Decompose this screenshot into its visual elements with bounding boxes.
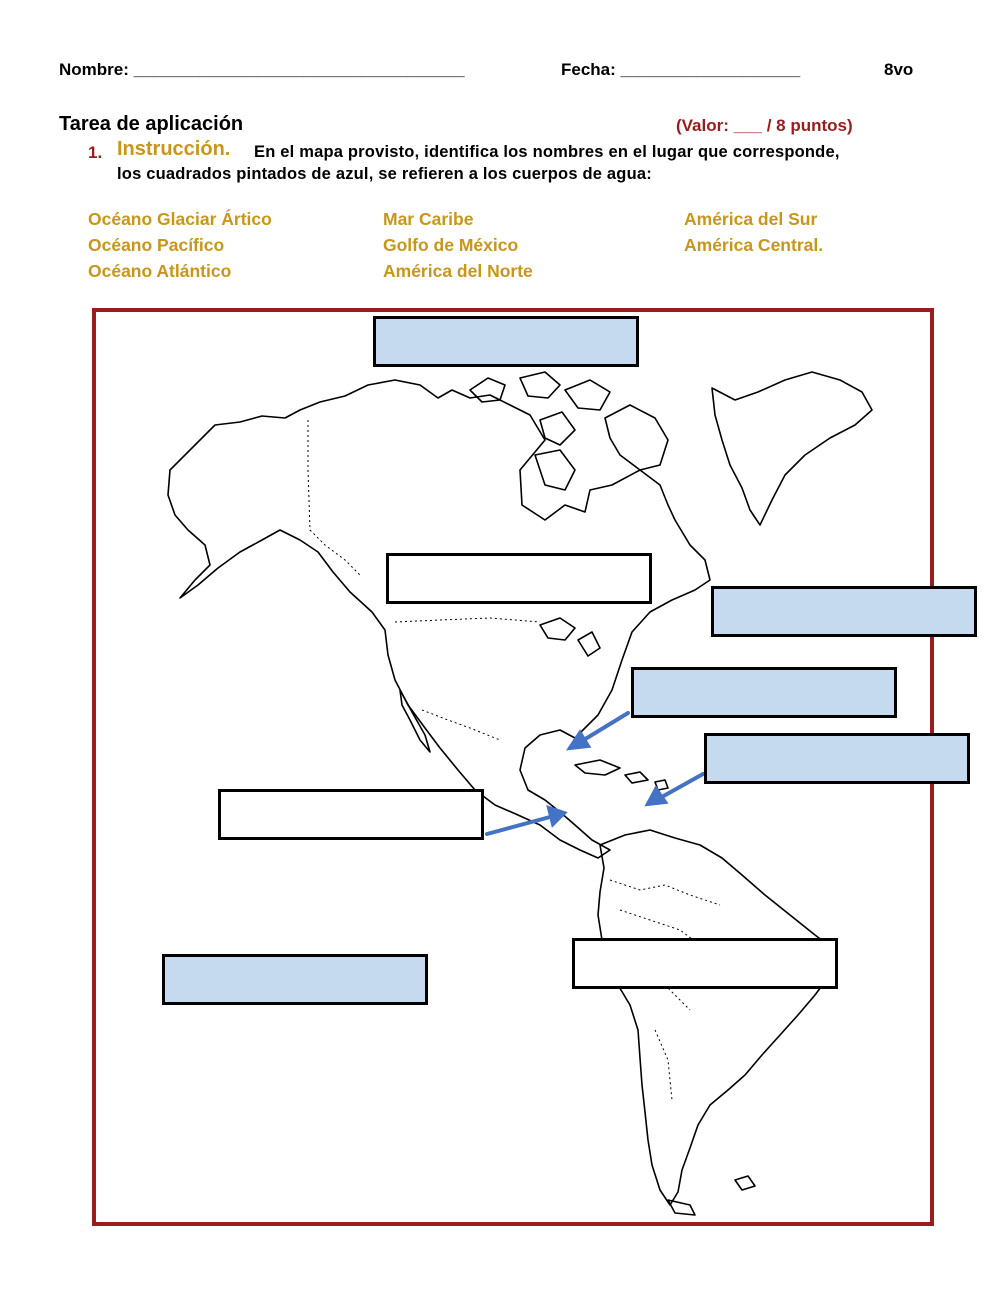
- task-title: Tarea de aplicación: [59, 113, 244, 135]
- north-america-outline: [168, 380, 710, 858]
- word-bank-item: Océano Pacífico: [88, 235, 225, 255]
- answer-box-caribbean[interactable]: [704, 733, 970, 784]
- greenland-outline: [712, 372, 872, 525]
- answer-box-north-america[interactable]: [386, 553, 652, 604]
- nombre-field[interactable]: Nombre: ___________________________________: [59, 60, 465, 79]
- word-bank-item: Océano Glaciar Ártico: [88, 209, 272, 229]
- answer-box-central-america[interactable]: [218, 789, 484, 840]
- arrow-gulf: [582, 713, 628, 741]
- answer-box-atlantic[interactable]: [711, 586, 977, 637]
- answer-box-pacific[interactable]: [162, 954, 428, 1005]
- word-bank-item: Océano Atlántico: [88, 261, 232, 281]
- instruction-label: Instrucción.: [117, 138, 231, 160]
- south-america-outline: [598, 830, 835, 1205]
- word-bank-item: América del Norte: [383, 261, 533, 281]
- answer-box-gulf[interactable]: [631, 667, 897, 718]
- word-bank-item: Golfo de México: [383, 235, 519, 255]
- word-bank-item: Mar Caribe: [383, 209, 474, 229]
- instruction-line-2: los cuadrados pintados de azul, se refieren a los cuerpos de agua:: [117, 165, 652, 183]
- answer-box-arctic[interactable]: [373, 316, 639, 367]
- grade-label: 8vo: [884, 60, 914, 79]
- word-bank-item: América Central.: [684, 235, 824, 255]
- word-bank-item: América del Sur: [684, 209, 818, 229]
- answer-box-south-america[interactable]: [572, 938, 838, 989]
- task-value: (Valor: ___ / 8 puntos): [676, 116, 853, 135]
- fecha-field[interactable]: Fecha: ___________________: [561, 60, 801, 79]
- instruction-line-1: En el mapa provisto, identifica los nombres en el lugar que corresponde,: [254, 143, 840, 161]
- task-number: 1.: [88, 143, 103, 162]
